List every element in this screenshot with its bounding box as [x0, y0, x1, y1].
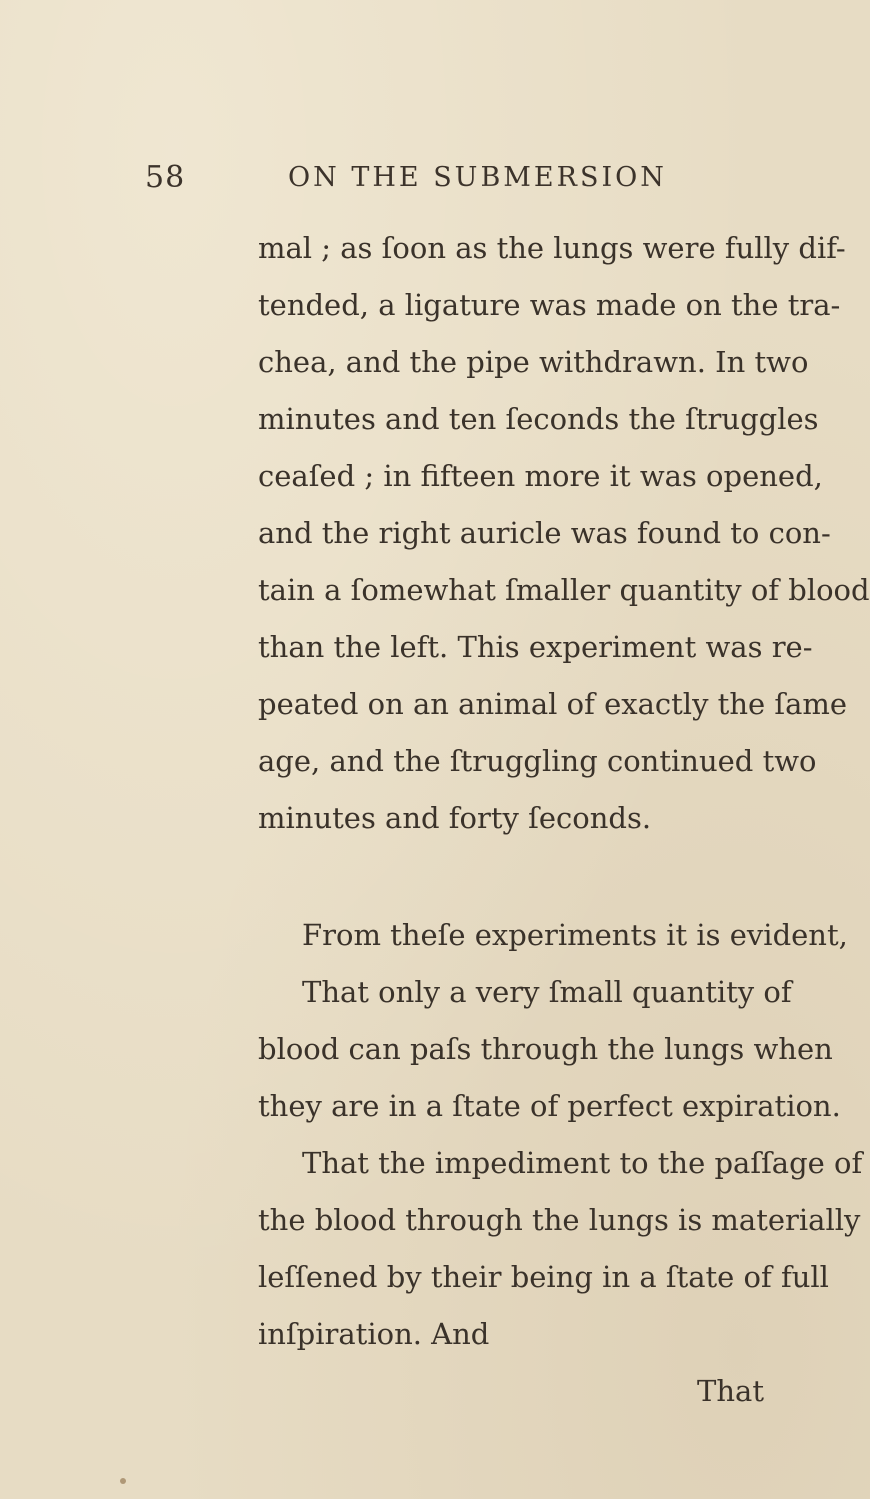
text-line: chea, and the pipe withdrawn. In two	[258, 345, 809, 379]
catchword: That	[697, 1374, 764, 1408]
page-header	[145, 160, 705, 200]
text-line: minutes and ten ſeconds the ſtruggles	[258, 402, 819, 436]
text-line: tended, a ligature was made on the tra-	[258, 288, 841, 322]
text-line: leſſened by their being in a ſtate of full	[258, 1260, 829, 1294]
text-line: age, and the ſtruggling continued two	[258, 744, 817, 778]
text-line: peated on an animal of exactly the ſame	[258, 687, 848, 721]
paper-stain	[120, 1478, 126, 1484]
text-line: they are in a ſtate of perfect expiration.	[258, 1089, 841, 1123]
text-line: inſpiration. And	[258, 1317, 490, 1351]
text-line: That only a very ſmall quantity of	[302, 975, 792, 1009]
text-line: That the impediment to the paſſage of	[302, 1146, 863, 1180]
text-line: tain a ſomewhat ſmaller quantity of blood	[258, 573, 870, 607]
text-line: blood can paſs through the lungs when	[258, 1032, 833, 1066]
text-line: the blood through the lungs is materially	[258, 1203, 861, 1237]
text-line: and the right auricle was found to con-	[258, 516, 831, 550]
running-head: ON THE SUBMERSION	[288, 162, 667, 193]
text-line: minutes and forty ſeconds.	[258, 801, 652, 835]
text-line: ceaſed ; in fifteen more it was opened,	[258, 459, 823, 493]
text-line: than the left. This experiment was re-	[258, 630, 813, 664]
text-line: mal ; as ſoon as the lungs were fully dif-	[258, 231, 846, 265]
page-number: 58	[145, 160, 186, 195]
text-line: From theſe experiments it is evident,	[302, 918, 848, 952]
